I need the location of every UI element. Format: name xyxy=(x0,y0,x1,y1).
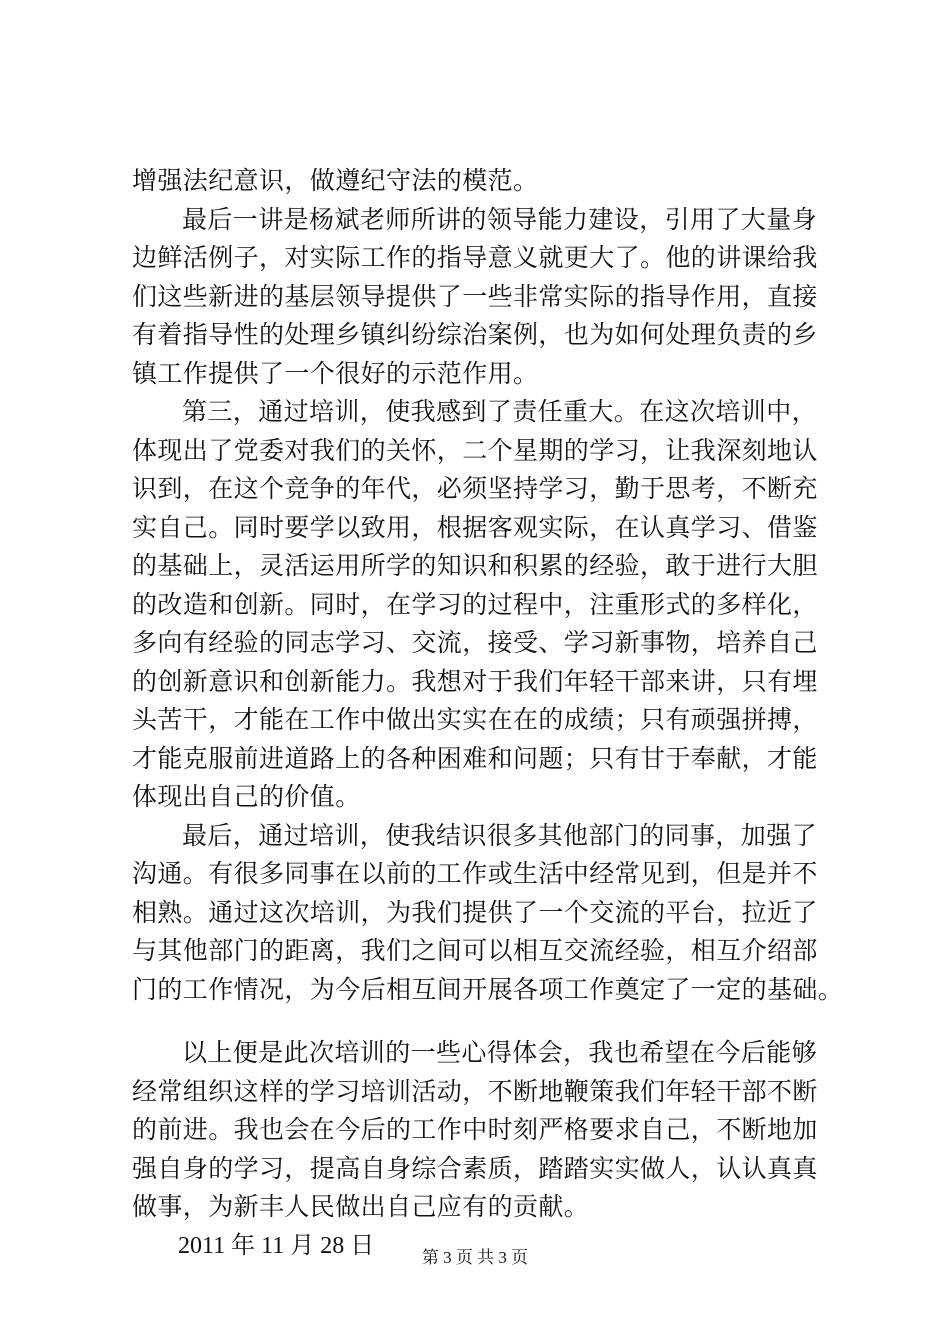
paragraph-gap xyxy=(132,1009,832,1034)
page-footer: 第 3 页 共 3 页 xyxy=(421,1248,529,1267)
document-date: 2011 年 11 月 28 日 xyxy=(178,1232,375,1259)
text-line: 增强法纪意识，做遵纪守法的模范。 xyxy=(132,166,539,195)
text-line: 们这些新进的基层领导提供了一些非常实际的指导作用，直接 xyxy=(132,281,818,311)
text-line: 才能克服前进道路上的各种困难和问题；只有甘于奉献，才能 xyxy=(132,743,818,773)
text-line: 与其他部门的距离，我们之间可以相互交流经验，相互介绍部 xyxy=(132,936,818,965)
text-line: 最后一讲是杨斌老师所讲的领导能力建设，引用了大量身 xyxy=(182,204,818,234)
text-line: 多向有经验的同志学习、交流，接受、学习新事物，培养自己 xyxy=(132,628,818,657)
text-line: 强自身的学习，提高自身综合素质，踏踏实实做人，认认真真 xyxy=(132,1153,818,1183)
document-body xyxy=(132,162,844,1265)
text-line: 镇工作提供了一个很好的示范作用。 xyxy=(132,358,539,388)
text-line: 的改造和创新。同时，在学习的过程中，注重形式的多样化， xyxy=(132,589,818,619)
text-line: 沟通。有很多同事在以前的工作或生活中经常见到，但是并不 xyxy=(132,859,818,888)
text-line: 最后，通过培训，使我结识很多其他部门的同事，加强了 xyxy=(182,820,818,850)
text-line: 第三，通过培训，使我感到了责任重大。在这次培训中， xyxy=(182,397,818,426)
text-line: 的创新意识和创新能力。我想对于我们年轻干部来讲，只有埋 xyxy=(132,666,818,696)
text-line: 体现出了党委对我们的关怀，二个星期的学习，让我深刻地认 xyxy=(132,435,818,465)
text-line: 有着指导性的处理乡镇纠纷综治案例，也为如何处理负责的乡 xyxy=(132,320,818,349)
text-line: 相熟。通过这次培训，为我们提供了一个交流的平台，拉近了 xyxy=(132,897,818,927)
text-line: 头苦干，才能在工作中做出实实在在的成绩；只有顽强拼搏， xyxy=(132,705,818,734)
text-line: 的前进。我也会在今后的工作中时刻严格要求自己，不断地加 xyxy=(132,1115,818,1144)
text-line: 的基础上，灵活运用所学的知识和积累的经验，敢于进行大胆 xyxy=(132,551,818,580)
text-line: 门的工作情况，为今后相互间开展各项工作奠定了一定的基础。 xyxy=(132,974,844,1004)
text-line: 体现出自己的价值。 xyxy=(132,782,361,811)
text-line: 经常组织这样的学习培训活动，不断地鞭策我们年轻干部不断 xyxy=(132,1076,818,1106)
text-line: 边鲜活例子，对实际工作的指导意义就更大了。他的讲课给我 xyxy=(132,243,818,272)
text-line: 实自己。同时要学以致用，根据客观实际，在认真学习、借鉴 xyxy=(132,512,818,542)
text-line: 以上便是此次培训的一些心得体会，我也希望在今后能够 xyxy=(182,1038,818,1067)
text-line: 做事，为新丰人民做出自己应有的贡献。 xyxy=(132,1192,590,1221)
text-line: 识到，在这个竞争的年代，必须坚持学习，勤于思考，不断充 xyxy=(132,474,818,503)
